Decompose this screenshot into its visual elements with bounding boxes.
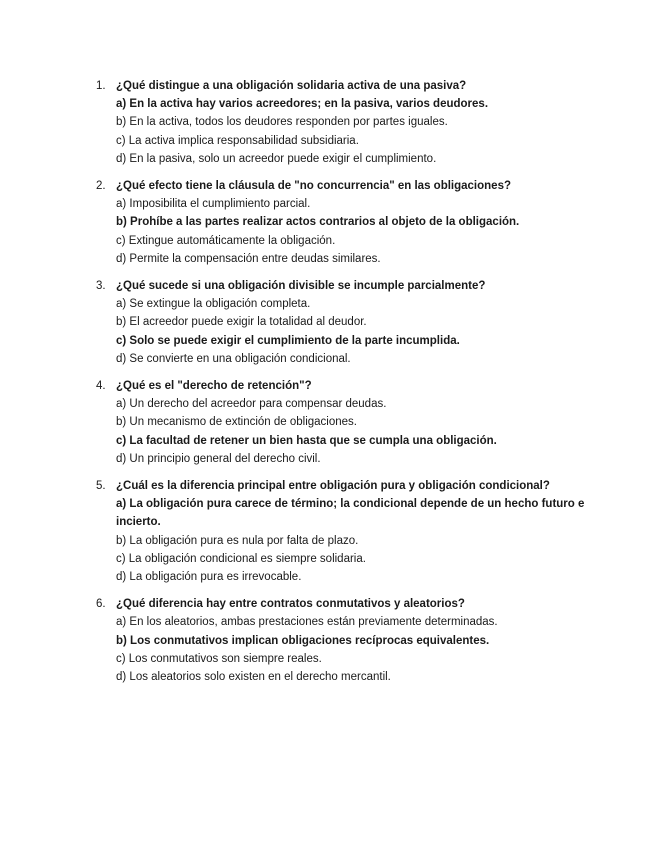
question-text: ¿Qué es el "derecho de retención"? (116, 380, 312, 393)
question-item (96, 77, 596, 168)
answer-option: c) La obligación condicional es siempre solidaria. (116, 552, 366, 565)
question-item (96, 177, 596, 268)
answer-list (116, 295, 596, 368)
answer-list (116, 195, 596, 268)
answer-option: c) Los conmutativos son siempre reales. (116, 652, 322, 665)
question-item (96, 477, 596, 586)
question-text: ¿Qué sucede si una obligación divisible se incumple parcialmente? (116, 280, 486, 293)
answer-option: c) Extingue automáticamente la obligación. (116, 234, 336, 247)
answer-list (116, 495, 596, 586)
answer-option: d) La obligación pura es irrevocable. (116, 571, 302, 584)
answer-option: b) El acreedor puede exigir la totalidad al deudor. (116, 316, 367, 329)
answer-option: b) La obligación pura es nula por falta de plazo. (116, 534, 359, 547)
question-text: ¿Qué diferencia hay entre contratos conmutativos y aleatorios? (116, 598, 465, 611)
question-item (96, 377, 596, 468)
answer-option: a) En los aleatorios, ambas prestaciones están previamente determinadas. (116, 616, 498, 629)
question-item (96, 595, 596, 686)
correct-answer-option: c) Solo se puede exigir el cumplimiento de la parte incumplida. (116, 334, 460, 347)
correct-answer-option: a) La obligación pura carece de término; la condicional depende de un hecho futuro e incierto. (116, 498, 585, 529)
answer-option: d) Un principio general del derecho civil. (116, 452, 321, 465)
answer-list (116, 95, 596, 168)
correct-answer-option: b) Los conmutativos implican obligaciones recíprocas equivalentes. (116, 634, 490, 647)
answer-option: a) Un derecho del acreedor para compensar deudas. (116, 398, 387, 411)
question-number: 5. (96, 480, 106, 493)
question-text: ¿Cuál es la diferencia principal entre obligación pura y obligación condicional? (116, 480, 550, 493)
answer-option: d) Se convierte en una obligación condicional. (116, 352, 351, 365)
answer-option: a) Imposibilita el cumplimiento parcial. (116, 198, 311, 211)
answer-option: d) Permite la compensación entre deudas similares. (116, 252, 381, 265)
question-number: 1. (96, 80, 106, 92)
answer-option: d) Los aleatorios solo existen en el derecho mercantil. (116, 671, 391, 684)
question-item (96, 277, 596, 368)
question-number: 2. (96, 180, 106, 193)
answer-option: b) Un mecanismo de extinción de obligaciones. (116, 416, 357, 429)
question-number: 6. (96, 598, 106, 611)
answer-list (116, 613, 596, 686)
answer-option: d) En la pasiva, solo un acreedor puede exigir el cumplimiento. (116, 152, 437, 165)
question-number: 3. (96, 280, 106, 293)
question-number: 4. (96, 380, 106, 393)
correct-answer-option: c) La facultad de retener un bien hasta que se cumpla una obligación. (116, 434, 497, 447)
answer-list (116, 395, 596, 468)
answer-option: c) La activa implica responsabilidad subsidiaria. (116, 134, 359, 147)
answer-option: a) Se extingue la obligación completa. (116, 298, 311, 311)
correct-answer-option: b) Prohíbe a las partes realizar actos contrarios al objeto de la obligación. (116, 216, 520, 229)
correct-answer-option: a) En la activa hay varios acreedores; en la pasiva, varios deudores. (116, 98, 489, 111)
question-list (96, 77, 596, 695)
question-text: ¿Qué efecto tiene la cláusula de "no concurrencia" en las obligaciones? (116, 180, 511, 193)
answer-option: b) En la activa, todos los deudores responden por partes iguales. (116, 116, 448, 129)
question-text: ¿Qué distingue a una obligación solidaria activa de una pasiva? (116, 80, 467, 92)
